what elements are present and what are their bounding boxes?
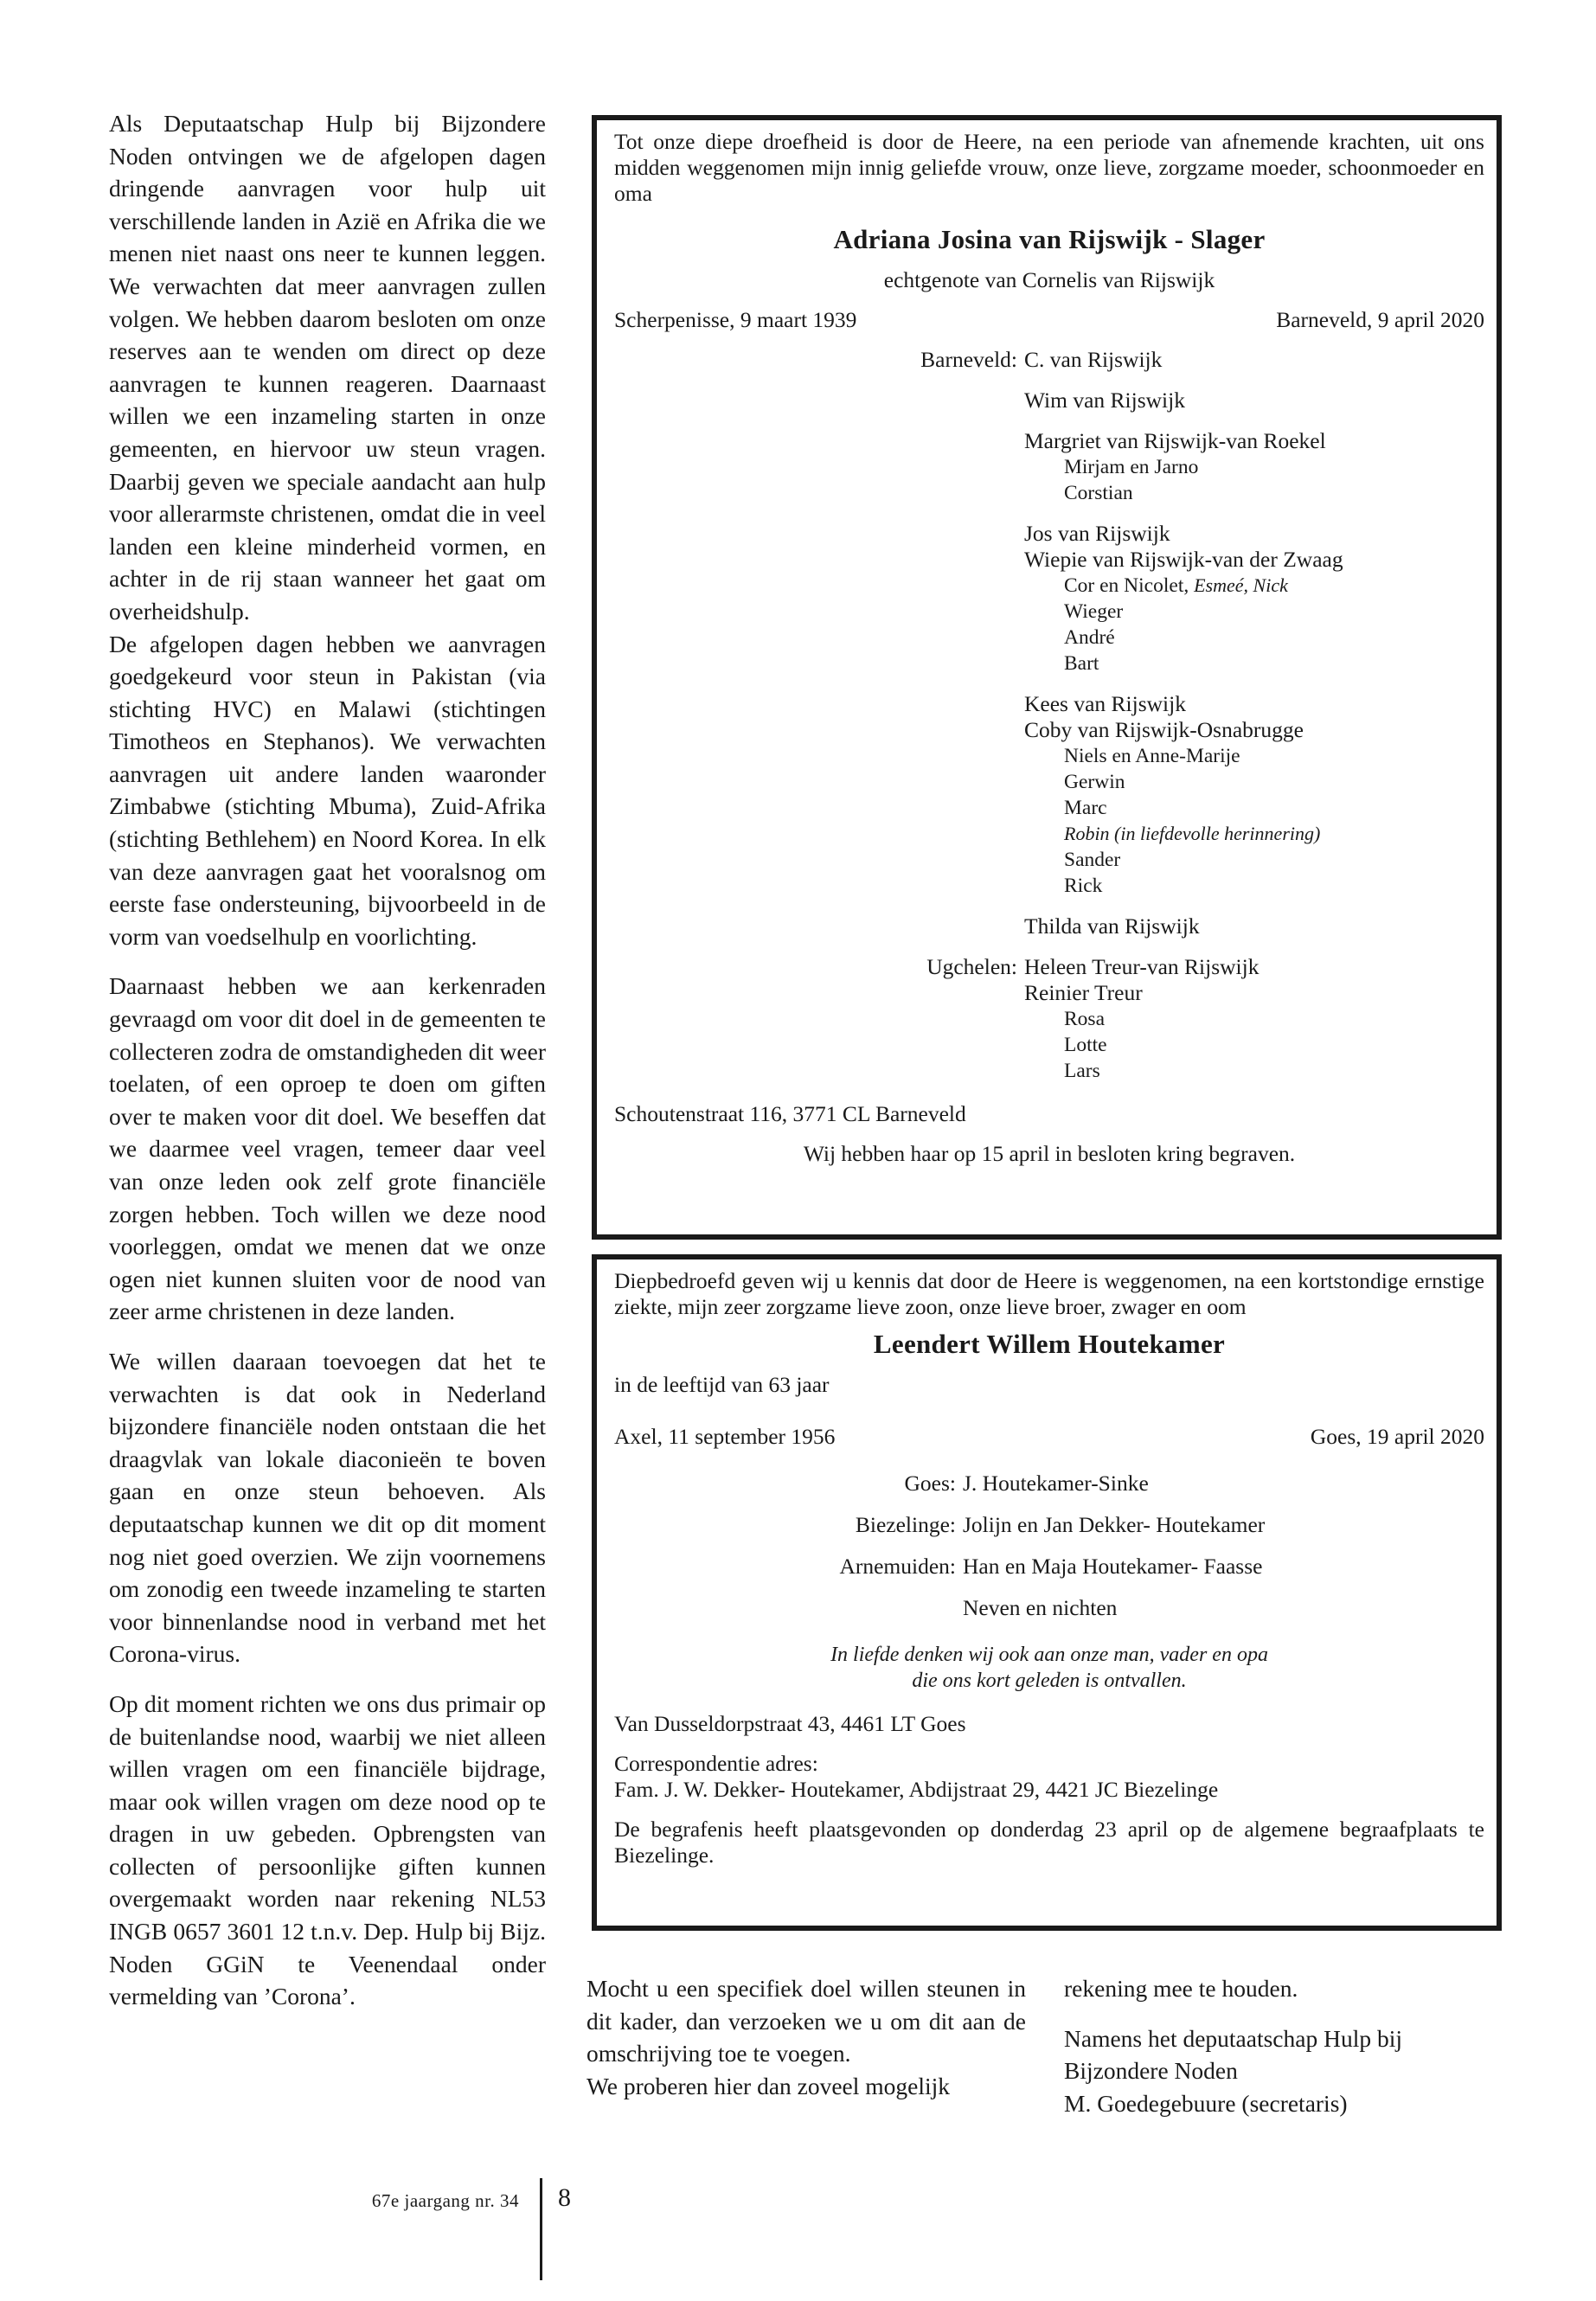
grandchild: Rosa (1064, 1008, 1105, 1030)
birth-date: Scherpenisse, 9 maart 1939 (614, 307, 857, 332)
grandchild: André (1064, 626, 1115, 649)
relative-row (614, 1554, 1484, 1580)
notice-intro: Diepbedroefd geven wij u kennis dat door de Heere is weggenomen, na een kortstondige ernstige ziekte, mijn zeer zorgzame lieve zoon, onze lieve broer, zwager en oom (614, 1268, 1484, 1319)
spouse-line: echtgenote van Cornelis van Rijswijk (883, 267, 1215, 292)
relative-row (614, 1595, 1484, 1621)
closing-left-column (586, 1972, 1026, 2102)
dates-row (614, 307, 1484, 333)
family-member: C. van Rijswijk (1024, 347, 1163, 372)
relative-names: J. Houtekamer-Sinke (963, 1471, 1149, 1496)
obituary-notice-2 (592, 1254, 1502, 1931)
funeral-note: De begrafenis heeft plaatsgevonden op donderdag 23 april op de algemene begraafplaats te Biezelinge. (614, 1817, 1484, 1868)
relative-place: Goes: (904, 1471, 956, 1496)
article-paragraph: De afgelopen dagen hebben we aanvragen goedgekeurd voor steun in Pakistan (via stichting HVC) en Malawi (stichtingen Timotheos en Stephanos). We verwachten aanvragen uit andere landen waaronder Zimbabwe (stichting Mbuma), Zuid-Afrika (stichting Bethlehem) en Noord Korea. In elk van deze aanvragen gaat het vooralsnog om eerste fase ondersteuning, bijvoorbeeld in de vorm van voedselhulp en voorlichting. (109, 630, 546, 950)
relative-row (614, 1512, 1484, 1538)
family-place: Barneveld: (920, 347, 1017, 372)
family-row (614, 954, 1484, 980)
grandchild: Sander (1064, 849, 1121, 871)
death-date: Barneveld, 9 april 2020 (1276, 307, 1484, 332)
article-paragraph: Op dit moment richten we ons dus primair op de buitenlandse nood, waarbij we niet alleen willen vragen om een financiële bijdrage, maar ook willen vragen om deze nood op te dragen in uw gebeden. Opbrengsten van collecten of persoonlijke giften kunnen overgemaakt worden naar rekening NL53 INGB 0657 3601 12 t.n.v. Dep. Hulp bij Bijz. Noden GGiN te Veenendaal onder vermelding van ’Corona’. (109, 1689, 546, 2010)
correspondence-label: Correspondentie adres: (614, 1751, 818, 1776)
grandchild: Lars (1064, 1060, 1100, 1082)
relative-names: Neven en nichten (963, 1595, 1118, 1620)
family-member: Margriet van Rijswijk-van Roekel (1024, 428, 1326, 453)
family-member: Reinier Treur (1024, 980, 1143, 1005)
article-paragraph: Als Deputaatschap Hulp bij Bijzondere Noden ontvingen we de afgelopen dagen dringende aanvragen voor hulp uit verschillende landen in Azië en Afrika die we menen niet naast ons neer te kunnen leggen. We verwachten dat meer aanvragen zullen volgen. We hebben daarom besloten om onze reserves aan te wenden om direct op deze aanvragen te kunnen reageren. Daarnaast willen we een inzameling starten in onze gemeenten, en hiervoor uw steun vragen. Daarbij geven we speciale aandacht aan hulp voor allerarmste christenen, omdat die in veel landen een kleine minderheid vormen, en achter in de rij staan wanneer het gaat om overheidshulp. (109, 110, 546, 625)
memory-line: In liefde denken wij ook aan onze man, vader en opa (830, 1644, 1268, 1666)
grandchild (1064, 573, 1484, 599)
grandchild: Rick (1064, 875, 1103, 897)
grandchild: Lotte (1064, 1034, 1107, 1056)
footer-divider (540, 2178, 542, 2280)
family-row (614, 347, 1484, 373)
family-place: Ugchelen: (926, 954, 1017, 979)
grandchild: Corstian (1064, 482, 1133, 504)
grandchild-name: Cor en Nicolet, (1064, 574, 1195, 597)
signature-line: Bijzondere Noden (1064, 2057, 1238, 2085)
signature-line: M. Goedegebuure (secretaris) (1064, 2089, 1348, 2117)
closing-right-column (1064, 1972, 1503, 2119)
grandchild: Marc (1064, 797, 1107, 819)
deceased-name: Adriana Josina van Rijswijk - Slager (833, 224, 1266, 254)
grandchild-memory: Robin (in liefdevolle herinnering) (1064, 823, 1321, 844)
relative-place: Arnemuiden: (839, 1554, 956, 1579)
obituary-notice-1 (592, 115, 1502, 1240)
grandchild: Mirjam en Jarno (1064, 456, 1199, 478)
family-member: Kees van Rijswijk (1024, 691, 1186, 716)
issue-label: 67e jaargang nr. 34 (371, 2190, 519, 2211)
grandchild: Gerwin (1064, 771, 1125, 793)
notice-intro: Tot onze diepe droefheid is door de Heere, na een periode van afnemende krachten, uit ons midden weggenomen mijn innig geliefde vrouw, onze lieve, zorgzame moeder, schoonmoeder en oma (614, 129, 1484, 206)
correspondence-address: Fam. J. W. Dekker- Houtekamer, Abdijstraat 29, 4421 JC Biezelinge (614, 1777, 1219, 1802)
grandchild: Niels en Anne-Marije (1064, 745, 1240, 767)
relative-names: Han en Maja Houtekamer- Faasse (963, 1554, 1263, 1579)
burial-note: Wij hebben haar op 15 april in besloten kring begraven. (803, 1141, 1296, 1166)
page-number: 8 (558, 2183, 571, 2212)
grandchild: Bart (1064, 652, 1099, 675)
grandchild: Wieger (1064, 600, 1124, 623)
death-date: Goes, 19 april 2020 (1310, 1424, 1484, 1449)
memory-line: die ons kort geleden is ontvallen. (912, 1670, 1187, 1692)
birth-date: Axel, 11 september 1956 (614, 1424, 836, 1449)
family-member: Thilda van Rijswijk (1024, 913, 1200, 939)
signature-line: Namens het deputaatschap Hulp bij (1064, 2024, 1403, 2052)
family-member: Jos van Rijswijk (1024, 521, 1170, 546)
article-paragraph: We willen daaraan toevoegen dat het te verwachten is dat ook in Nederland bijzondere financiële noden ontstaan die het draagvlak van lokale diaconieën te boven gaan en onze steun behoeven. Als deputaatschap kunnen we dit op dit moment nog niet goed overzien. We zijn voornemens om zonodig een tweede inzameling te starten voor binnenlandse nood in verband met het Corona-virus. (109, 1347, 546, 1668)
home-address: Van Dusseldorpstraat 43, 4461 LT Goes (614, 1711, 966, 1736)
article-left-column (109, 107, 546, 2013)
relative-row (614, 1471, 1484, 1497)
family-member: Wim van Rijswijk (1024, 388, 1185, 413)
deceased-name: Leendert Willem Houtekamer (873, 1329, 1226, 1359)
article-paragraph: Daarnaast hebben we aan kerkenraden gevraagd om voor dit doel in de gemeenten te collecteren zodra de omstandigheden dit weer toelaten, of een oproep te doen om giften over te maken voor dit doel. We beseffen dat we daarmee veel vragen, temeer daar veel van onze leden ook zelf grote financiële zorgen hebben. Toch willen we deze nood voorleggen, omdat we menen dat we onze ogen niet kunnen sluiten voor de nood van zeer arme christenen in deze landen. (109, 972, 546, 1325)
age-line: in de leeftijd van 63 jaar (614, 1372, 830, 1397)
family-member: Heleen Treur-van Rijswijk (1024, 954, 1259, 979)
closing-paragraph: We proberen hier dan zoveel mogelijk (586, 2072, 951, 2099)
closing-paragraph: rekening mee te houden. (1064, 1975, 1298, 2002)
relative-place: Biezelinge: (855, 1512, 956, 1537)
family-member: Coby van Rijswijk-Osnabrugge (1024, 717, 1304, 742)
relative-names: Jolijn en Jan Dekker- Houtekamer (963, 1512, 1266, 1537)
great-grandchildren: Esmeé, Nick (1194, 574, 1288, 596)
dates-row (614, 1424, 1484, 1450)
relative-place (614, 1595, 963, 1621)
home-address: Schoutenstraat 116, 3771 CL Barneveld (614, 1101, 966, 1126)
closing-paragraph: Mocht u een specifiek doel willen steunen in dit kader, dan verzoeken we u om dit aan de omschrijving toe te voegen. (586, 1975, 1026, 2067)
family-member: Wiepie van Rijswijk-van der Zwaag (1024, 547, 1343, 572)
